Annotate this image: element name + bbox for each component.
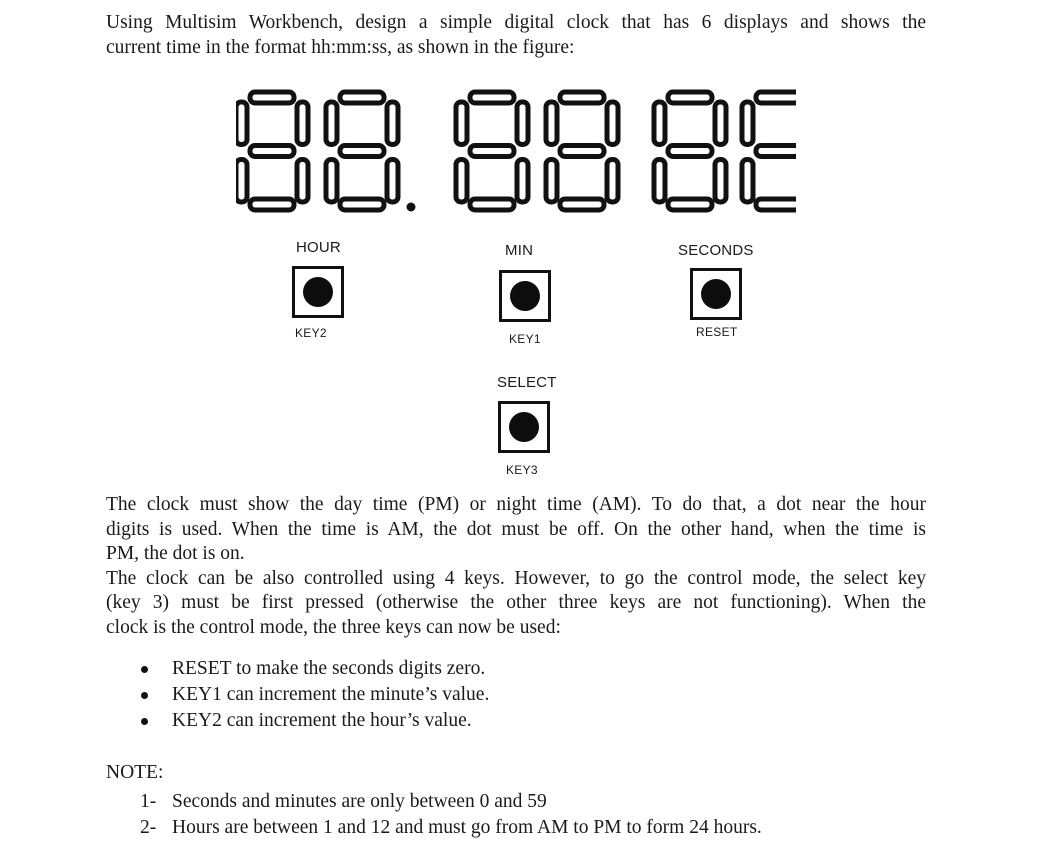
button-knob-icon: [510, 281, 540, 311]
display-segment: [387, 160, 398, 203]
display-segment: [654, 102, 665, 145]
display-segment: [560, 92, 604, 103]
list-item: RESET to make the seconds digits zero.: [138, 656, 489, 682]
button-knob-icon: [701, 279, 731, 309]
list-item: [140, 789, 762, 815]
list-text: Hours are between 1 and 12 and must go from AM to PM to form 24 hours.: [172, 817, 762, 838]
display-segment: [756, 146, 796, 157]
display-segment: [546, 160, 557, 203]
description-line: (key 3) must be first pressed (otherwise the other three keys are not functioning). When the: [106, 592, 926, 613]
display-segment: [546, 102, 557, 145]
display-segment: [250, 146, 294, 157]
display-segment: [742, 102, 753, 145]
display-segment: [250, 199, 294, 210]
display-segment: [250, 92, 294, 103]
description-line: The clock must show the day time (PM) or night time (AM). To do that, a dot near the hour: [106, 494, 926, 515]
display-segment: [607, 102, 618, 145]
list-number: 1-: [140, 791, 157, 812]
display-segment: [654, 160, 665, 203]
display-digit: [742, 92, 796, 210]
list-text: Seconds and minutes are only between 0 and 59: [172, 791, 547, 812]
display-segment: [668, 92, 712, 103]
key-function-list: [138, 656, 489, 734]
display-segment: [668, 199, 712, 210]
display-digit: [236, 92, 308, 210]
display-segment: [470, 146, 514, 157]
list-item: KEY1 can increment the minute’s value.: [138, 682, 489, 708]
display-segment: [668, 146, 712, 157]
display-segment: [756, 92, 796, 103]
display-segment: [560, 146, 604, 157]
display-segment: [517, 102, 528, 145]
hour-button-label: HOUR: [296, 239, 341, 256]
display-digit: [326, 92, 398, 210]
min-key-label: KEY1: [509, 332, 541, 346]
note-list: [140, 789, 762, 841]
select-button-label: SELECT: [497, 374, 557, 391]
min-button-label: MIN: [505, 242, 534, 259]
select-key-label: KEY3: [506, 463, 538, 477]
description-line: clock is the control mode, the three keys can now be used:: [106, 616, 561, 638]
display-segment: [607, 160, 618, 203]
list-item: [140, 815, 762, 841]
button-knob-icon: [303, 277, 333, 307]
description-line: The clock can be also controlled using 4 keys. However, to go the control mode, the select key: [106, 567, 926, 589]
display-segment: [340, 146, 384, 157]
hour-button[interactable]: [292, 266, 344, 318]
display-segment: [326, 160, 337, 203]
display-segment: [297, 102, 308, 145]
display-segment: [326, 102, 337, 145]
pm-dot-indicator: [407, 203, 416, 212]
display-segment: [560, 199, 604, 210]
display-segment: [236, 102, 247, 145]
display-digit: [456, 92, 528, 210]
display-segment: [340, 199, 384, 210]
display-segment: [297, 160, 308, 203]
display-segment: [715, 160, 726, 203]
description-line: PM, the dot is on.: [106, 543, 245, 564]
display-digit: [546, 92, 618, 210]
list-item: KEY2 can increment the hour’s value.: [138, 708, 489, 734]
seconds-button-label: SECONDS: [678, 242, 754, 259]
seconds-button[interactable]: [690, 268, 742, 320]
display-segment: [456, 102, 467, 145]
display-segment: [387, 102, 398, 145]
intro-paragraph: [106, 11, 926, 60]
seconds-key-label: RESET: [696, 325, 738, 339]
seven-segment-display: [236, 88, 796, 218]
display-digit: [654, 92, 726, 210]
display-segment: [456, 160, 467, 203]
display-segment: [715, 102, 726, 145]
display-segment: [470, 92, 514, 103]
intro-line-1: Using Multisim Workbench, design a simple digital clock that has 6 displays and shows the: [106, 12, 926, 33]
hour-key-label: KEY2: [295, 326, 327, 340]
intro-line-2: current time in the format hh:mm:ss, as shown in the figure:: [106, 36, 575, 58]
min-button[interactable]: [499, 270, 551, 322]
display-segment: [236, 160, 247, 203]
display-segment: [340, 92, 384, 103]
select-button[interactable]: [498, 401, 550, 453]
display-segment: [517, 160, 528, 203]
description-paragraph: [106, 493, 926, 640]
button-knob-icon: [509, 412, 539, 442]
description-line: digits is used. When the time is AM, the dot must be off. On the other hand, when the time is: [106, 518, 926, 540]
display-segment: [470, 199, 514, 210]
note-title: NOTE:: [106, 762, 164, 783]
list-number: 2-: [140, 817, 157, 838]
display-segment: [742, 160, 753, 203]
display-segment: [756, 199, 796, 210]
